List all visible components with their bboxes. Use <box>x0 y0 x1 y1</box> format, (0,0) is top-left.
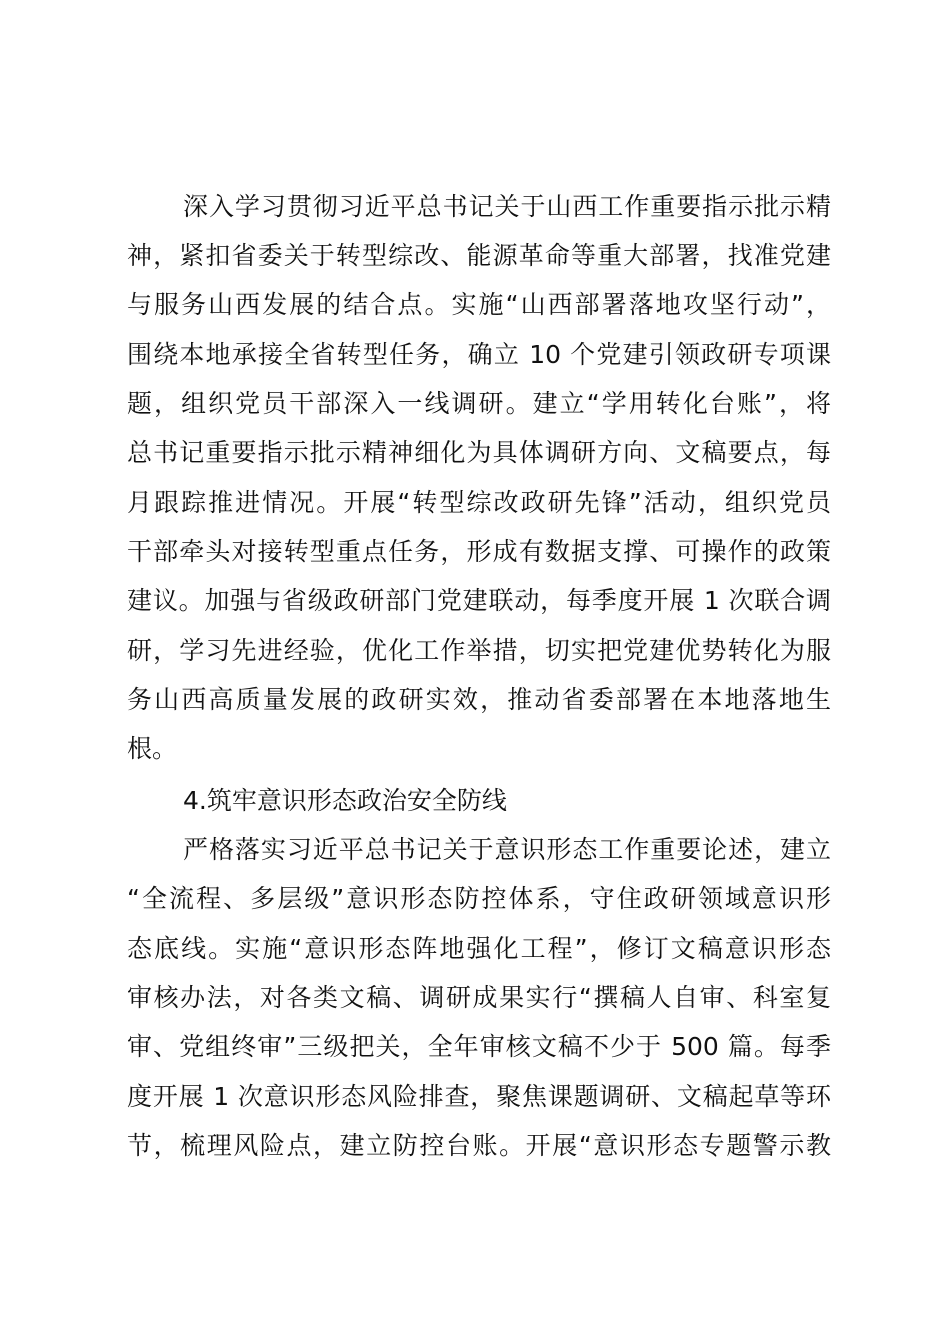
text-line: 务山西高质量发展的政研实效，推动省委部署在本地落地生 <box>127 685 831 714</box>
text-line: 研，学习先进经验，优化工作举措，切实把党建优势转化为服 <box>127 636 831 665</box>
text-line: 审核办法，对各类文稿、调研成果实行“撰稿人自审、科室复 <box>127 983 831 1012</box>
text-line: 干部牵头对接转型重点任务，形成有数据支撑、可操作的政策 <box>127 537 831 566</box>
text-line: 题，组织党员干部深入一线调研。建立“学用转化台账”，将 <box>127 389 831 418</box>
section-heading: 4.筑牢意识形态政治安全防线 <box>183 786 507 815</box>
text-line: 节，梳理风险点，建立防控台账。开展“意识形态专题警示教 <box>127 1131 831 1160</box>
text-line: 神，紧扣省委关于转型综改、能源革命等重大部署，找准党建 <box>127 241 831 270</box>
text-line: 审、党组终审”三级把关，全年审核文稿不少于 500 篇。每季 <box>127 1032 831 1061</box>
text-line: 态底线。实施“意识形态阵地强化工程”，修订文稿意识形态 <box>127 934 831 963</box>
text-line: 月跟踪推进情况。开展“转型综改政研先锋”活动，组织党员 <box>127 488 831 517</box>
text-line: 度开展 1 次意识形态风险排查，聚焦课题调研、文稿起草等环 <box>127 1082 831 1111</box>
text-line: 深入学习贯彻习近平总书记关于山西工作重要指示批示精 <box>183 192 831 221</box>
text-line: 围绕本地承接全省转型任务，确立 10 个党建引领政研专项课 <box>127 340 831 369</box>
text-line: “全流程、多层级”意识形态防控体系，守住政研领域意识形 <box>127 884 831 913</box>
text-line: 根。 <box>127 734 178 763</box>
text-line: 与服务山西发展的结合点。实施“山西部署落地攻坚行动”， <box>127 290 831 319</box>
text-line: 建议。加强与省级政研部门党建联动，每季度开展 1 次联合调 <box>127 586 831 615</box>
text-line: 严格落实习近平总书记关于意识形态工作重要论述，建立 <box>183 835 831 864</box>
text-line: 总书记重要指示批示精神细化为具体调研方向、文稿要点，每 <box>127 438 831 467</box>
